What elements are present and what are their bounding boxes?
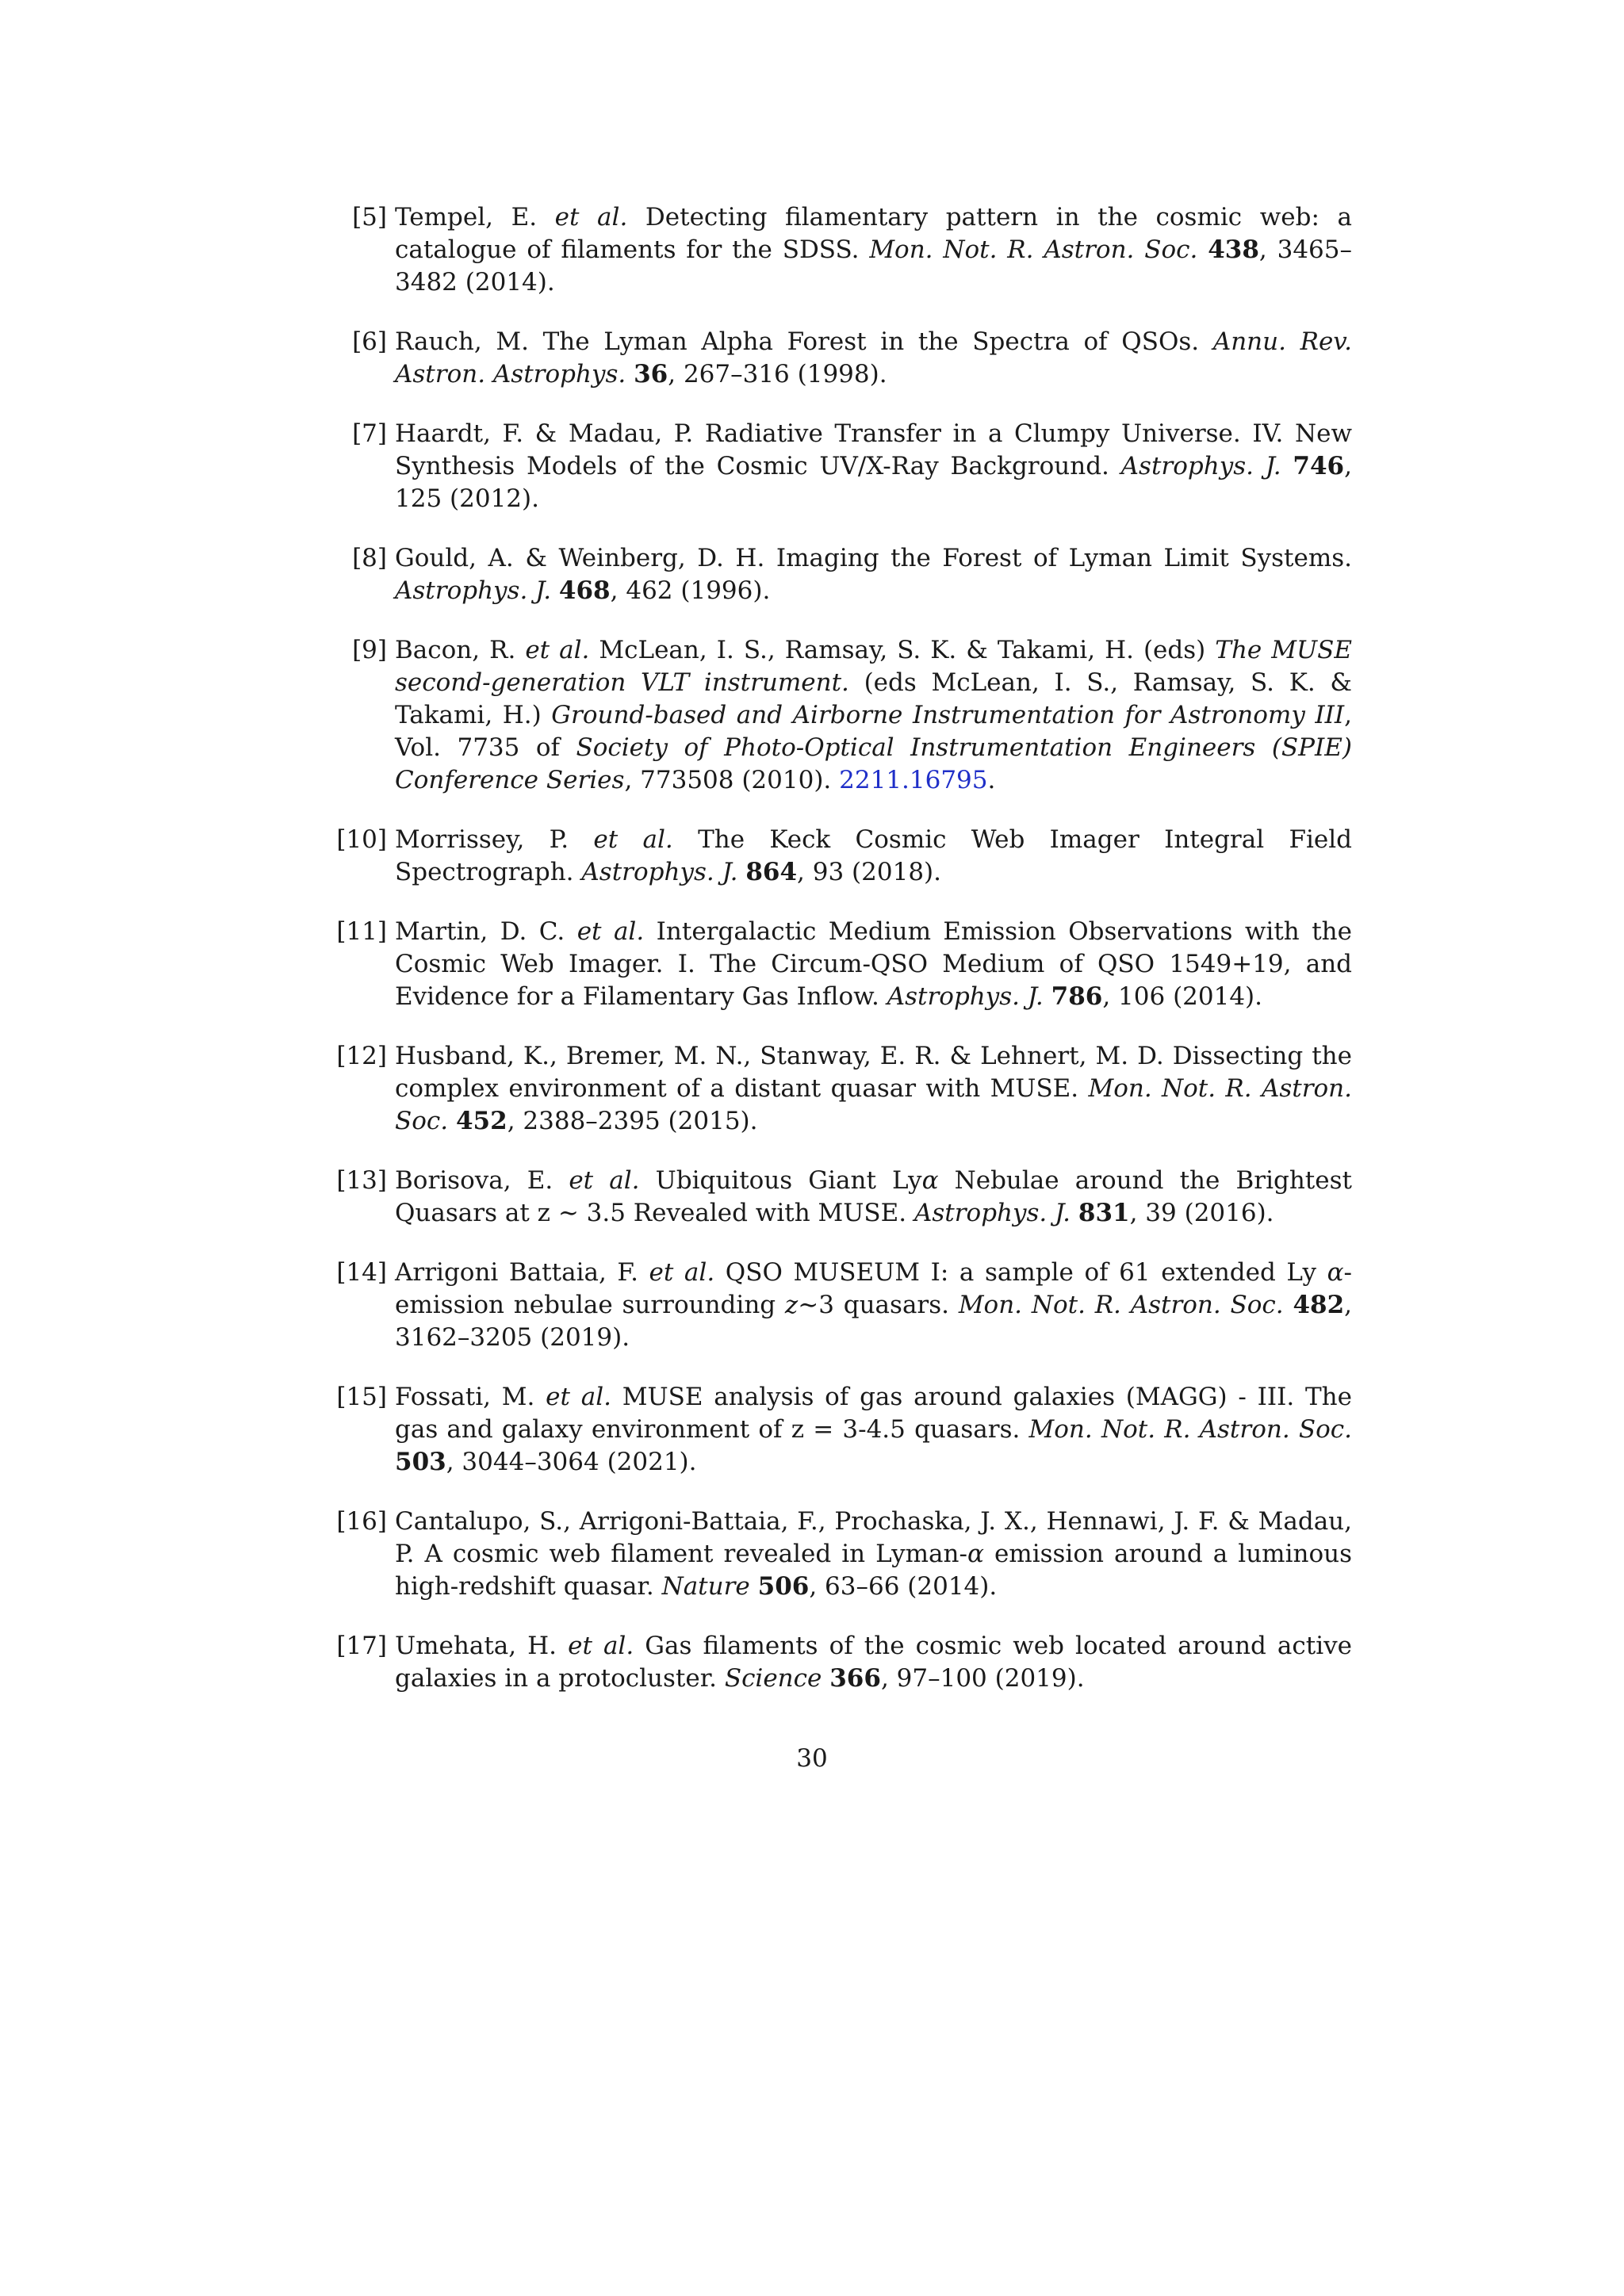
reference-text [395, 1507, 1352, 1601]
text-segment [1044, 982, 1051, 1011]
italic-text: Astrophys. J. [1120, 452, 1281, 480]
italic-text: Nature [661, 1572, 750, 1601]
text-segment: , 106 (2014). [1102, 982, 1263, 1011]
italic-text: et al. [576, 917, 645, 946]
text-segment [448, 1107, 456, 1135]
text-segment: The Keck Cosmic Web Imager Integral Field Spectrograph. [395, 825, 1352, 886]
volume-number: 468 [558, 576, 611, 605]
text-segment [626, 360, 634, 388]
volume-number: 506 [757, 1572, 810, 1601]
reference-entry [336, 1630, 1352, 1695]
italic-text: α [921, 1166, 939, 1195]
reference-number: [14] [336, 1258, 387, 1287]
italic-text: Astrophys. J. [581, 858, 738, 886]
text-segment: , 39 (2016). [1129, 1199, 1274, 1227]
reference-entry [341, 418, 1352, 515]
text-segment [1281, 452, 1293, 480]
reference-text [395, 203, 1352, 297]
text-segment [551, 576, 559, 605]
reference-number: [11] [336, 917, 387, 946]
volume-number: 864 [745, 858, 798, 886]
text-segment: Ubiquitous Giant Ly [639, 1166, 922, 1195]
reference-entry [336, 1165, 1352, 1230]
text-segment: , 267–316 (1998). [668, 360, 887, 388]
italic-text: Astrophys. J. [887, 982, 1044, 1011]
italic-text: α [967, 1540, 984, 1568]
text-segment [1284, 1291, 1293, 1319]
italic-text: et al. [525, 636, 590, 664]
text-segment: Umehata, H. [395, 1632, 569, 1660]
reference-entry [341, 201, 1352, 299]
italic-text: Astrophys. J. [395, 576, 552, 605]
reference-number: [7] [352, 419, 387, 448]
text-segment: , 125 (2012). [395, 452, 1352, 513]
text-segment: Rauch, M. The Lyman Alpha Forest in the Spectra of QSOs. [395, 327, 1213, 356]
text-segment [1197, 235, 1208, 264]
reference-text [395, 1042, 1352, 1135]
reference-entry [341, 326, 1352, 391]
text-segment: , 3162–3205 (2019). [395, 1291, 1353, 1352]
reference-text [395, 544, 1352, 605]
italic-text: The MUSE second-generation VLT instrument. [395, 636, 1352, 697]
arxiv-link[interactable]: 2211.16795 [839, 766, 988, 794]
text-segment: Bacon, R. [395, 636, 526, 664]
text-segment: Cantalupo, S., Arrigoni-Battaia, F., Prochaska, J. X., Hennawi, J. F. & Madau, P. A cosmic web filament revealed in Lyman- [395, 1507, 1352, 1568]
volume-number: 786 [1051, 982, 1103, 1011]
italic-text: Annu. Rev. Astron. Astrophys. [395, 327, 1352, 388]
text-segment: , 63–66 (2014). [809, 1572, 998, 1601]
italic-text: Ground-based and Airborne Instrumentation for Astronomy III [551, 701, 1345, 729]
reference-number: [9] [352, 636, 387, 664]
reference-number: [5] [352, 203, 387, 232]
text-segment: , Vol. 7735 of [395, 701, 1352, 762]
italic-text: Mon. Not. R. Astron. Soc. [395, 1074, 1352, 1135]
text-segment: Nebulae around the Brightest Quasars at z ∼ 3.5 Revealed with MUSE. [395, 1166, 1352, 1227]
text-segment: QSO MUSEUM I: a sample of 61 extended Ly [714, 1258, 1327, 1287]
volume-number: 452 [455, 1107, 508, 1135]
reference-number: [17] [336, 1632, 387, 1660]
text-segment [750, 1572, 758, 1601]
text-segment: , 3044–3064 (2021). [446, 1448, 697, 1476]
volume-number: 366 [829, 1664, 881, 1693]
reference-entry [336, 1506, 1352, 1603]
text-segment: , 2388–2395 (2015). [507, 1107, 758, 1135]
volume-number: 36 [634, 360, 668, 388]
italic-text: Astrophys. J. [914, 1199, 1071, 1227]
text-segment: Detecting filamentary pattern in the cosmic web: a catalogue of filaments for the SDSS. [395, 203, 1352, 264]
text-segment: Morrissey, P. [395, 825, 594, 854]
text-segment: , 3465–3482 (2014). [395, 235, 1353, 297]
reference-text [395, 327, 1352, 388]
reference-entry [341, 634, 1352, 797]
reference-text [395, 825, 1352, 886]
text-segment: Haardt, F. & Madau, P. Radiative Transfer in a Clumpy Universe. IV. New Synthesis Models of the Cosmic UV/X-Ray Background. [395, 419, 1352, 480]
italic-text: et al. [569, 1166, 640, 1195]
reference-list [336, 201, 1353, 1695]
text-segment: -emission nebulae surrounding [395, 1258, 1352, 1319]
italic-text: Mon. Not. R. Astron. Soc. [958, 1291, 1284, 1319]
reference-text [395, 1258, 1352, 1352]
volume-number: 746 [1293, 452, 1345, 480]
text-segment: , 773508 (2010). [624, 766, 840, 794]
italic-text: Science [724, 1664, 822, 1693]
reference-entry [336, 1040, 1352, 1138]
text-segment: , 97–100 (2019). [880, 1664, 1085, 1693]
italic-text: et al. [568, 1632, 634, 1660]
italic-text: et al. [546, 1383, 611, 1411]
volume-number: 438 [1208, 235, 1259, 264]
text-segment: MUSE analysis of gas around galaxies (MAGG) - III. The gas and galaxy environment of z = 3-4.5 quasars. [395, 1383, 1352, 1444]
reference-entry [336, 824, 1352, 889]
reference-number: [10] [336, 825, 387, 854]
text-segment: Husband, K., Bremer, M. N., Stanway, E. R. & Lehnert, M. D. Dissecting the complex environment of a distant quasar with MUSE. [395, 1042, 1352, 1103]
text-segment: . [987, 766, 996, 794]
text-segment: Fossati, M. [395, 1383, 546, 1411]
text-segment: Arrigoni Battaia, F. [395, 1258, 649, 1287]
text-segment: , 462 (1996). [610, 576, 771, 605]
reference-number: [8] [352, 544, 387, 572]
text-segment: McLean, I. S., Ramsay, S. K. & Takami, H. (eds) [589, 636, 1216, 664]
italic-text: et al. [593, 825, 673, 854]
italic-text: Mon. Not. R. Astron. Soc. [1028, 1415, 1352, 1444]
text-segment [737, 858, 745, 886]
text-segment [822, 1664, 829, 1693]
volume-number: 482 [1293, 1291, 1345, 1319]
reference-entry [336, 916, 1352, 1013]
text-segment: Tempel, E. [395, 203, 555, 232]
reference-number: [16] [336, 1507, 387, 1536]
volume-number: 503 [395, 1448, 446, 1476]
text-segment: Gas filaments of the cosmic web located around active galaxies in a protocluster. [395, 1632, 1352, 1693]
italic-text: et al. [554, 203, 628, 232]
reference-entry [336, 1381, 1352, 1479]
text-segment: Intergalactic Medium Emission Observations with the Cosmic Web Imager. I. The Circum-QSO Medium of QSO 1549+19, and Evidence for a Filamentary Gas Inflow. [395, 917, 1352, 1011]
reference-text [395, 1632, 1352, 1693]
text-segment: Martin, D. C. [395, 917, 577, 946]
reference-number: [6] [352, 327, 387, 356]
reference-number: [13] [336, 1166, 387, 1195]
italic-text: et al. [649, 1258, 715, 1287]
italic-text: z [784, 1291, 799, 1319]
reference-text [395, 1166, 1352, 1227]
text-segment: Gould, A. & Weinberg, D. H. Imaging the Forest of Lyman Limit Systems. [395, 544, 1352, 572]
reference-number: [12] [336, 1042, 387, 1070]
italic-text: α [1327, 1258, 1344, 1287]
reference-text [395, 636, 1352, 794]
reference-text [395, 419, 1352, 513]
italic-text: Society of Photo-Optical Instrumentation Engineers (SPIE) Conference Series [395, 733, 1352, 794]
text-segment [1071, 1199, 1078, 1227]
reference-entry [341, 542, 1352, 607]
reference-text [395, 1383, 1352, 1476]
reference-number: [15] [336, 1383, 387, 1411]
volume-number: 831 [1078, 1199, 1130, 1227]
reference-entry [336, 1257, 1353, 1354]
text-segment: Borisova, E. [395, 1166, 569, 1195]
text-segment: (eds McLean, I. S., Ramsay, S. K. & Takami, H.) [395, 668, 1352, 729]
text-segment: emission around a luminous high-redshift quasar. [395, 1540, 1352, 1601]
page-number: 30 [796, 1744, 828, 1773]
text-segment: ∼3 quasars. [798, 1291, 959, 1319]
text-segment: , 93 (2018). [797, 858, 941, 886]
italic-text: Mon. Not. R. Astron. Soc. [869, 235, 1198, 264]
reference-text [395, 917, 1352, 1011]
